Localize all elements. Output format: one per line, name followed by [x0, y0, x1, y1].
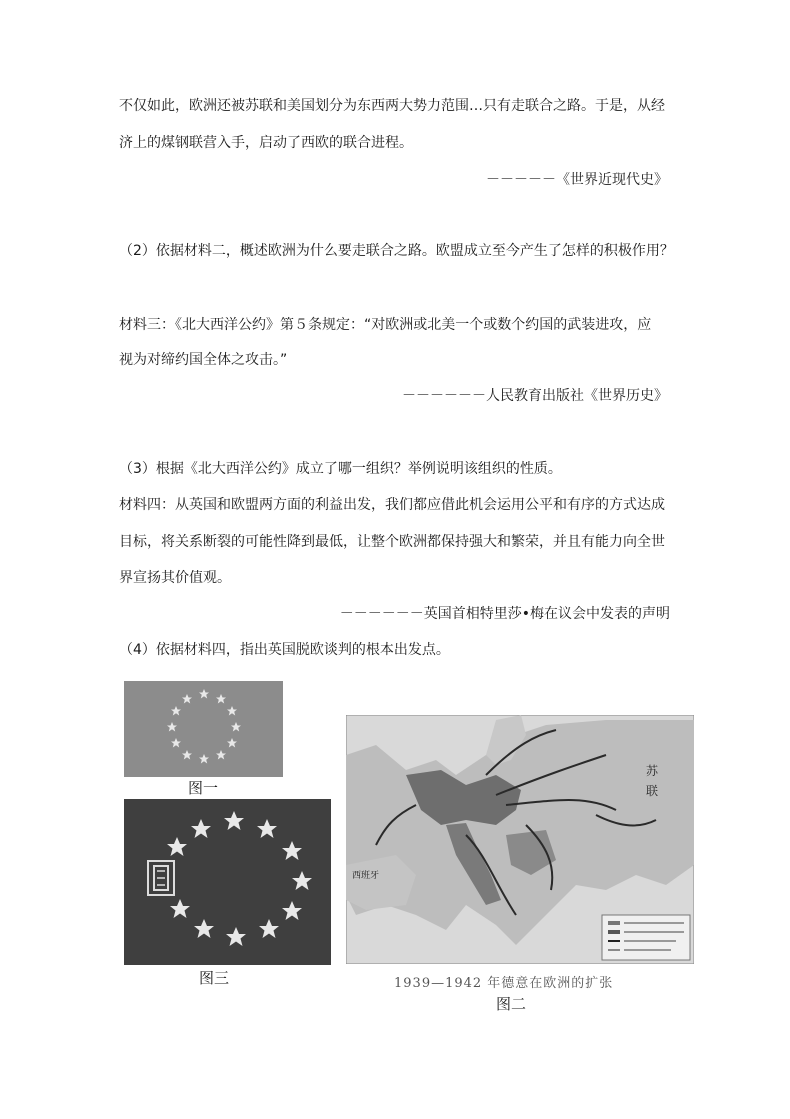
- map-title: 1939—1942 年德意在欧洲的扩张: [394, 976, 614, 991]
- material2-text-line2: 济上的煤钢联营入手，启动了西欧的联合进程。: [119, 135, 413, 151]
- material4-source: －－－－－－英国首相特里莎•梅在议会中发表的声明: [339, 606, 670, 622]
- figure3-flag-image: [124, 799, 331, 965]
- question-2: （2）依据材料二，概述欧洲为什么要走联合之路。欧盟成立至今产生了怎样的积极作用？: [119, 243, 674, 259]
- figure1-flag-image: [124, 681, 283, 777]
- map-legend: [602, 915, 690, 960]
- map-label-spain: 西班牙: [352, 871, 380, 881]
- question-4: （4）依据材料四，指出英国脱欧谈判的根本出发点。: [119, 642, 450, 658]
- material3-source: －－－－－－人民教育出版社《世界历史》: [402, 388, 668, 404]
- material2-text-line1: 不仅如此，欧洲还被苏联和美国划分为东西两大势力范围…只有走联合之路。于是，从经: [119, 98, 665, 114]
- material3-text-line2: 视为对缔约国全体之攻击。”: [119, 352, 288, 368]
- map-label-su: 苏: [646, 764, 659, 778]
- figure2-map-image: [346, 715, 694, 964]
- figure1-caption: 图一: [188, 779, 219, 797]
- figure3-caption: 图三: [199, 969, 230, 987]
- material4-text-line1: 材料四：从英国和欧盟两方面的利益出发，我们都应借此机会运用公平和有序的方式达成: [119, 497, 665, 513]
- material3-text-line1: 材料三：《北大西洋公约》第５条规定：“对欧洲或北美一个或数个约国的武装进攻，应: [119, 317, 652, 333]
- material4-text-line3: 界宣扬其价值观。: [119, 570, 231, 586]
- figure2-caption: 图二: [496, 995, 527, 1013]
- map-label-lian: 联: [646, 784, 659, 798]
- question-3: （3）根据《北大西洋公约》成立了哪一组织？举例说明该组织的性质。: [119, 461, 562, 477]
- material2-source: －－－－－《世界近现代史》: [486, 172, 668, 188]
- material4-text-line2: 目标，将关系断裂的可能性降到最低，让整个欧洲都保持强大和繁荣，并且有能力向全世: [119, 534, 665, 550]
